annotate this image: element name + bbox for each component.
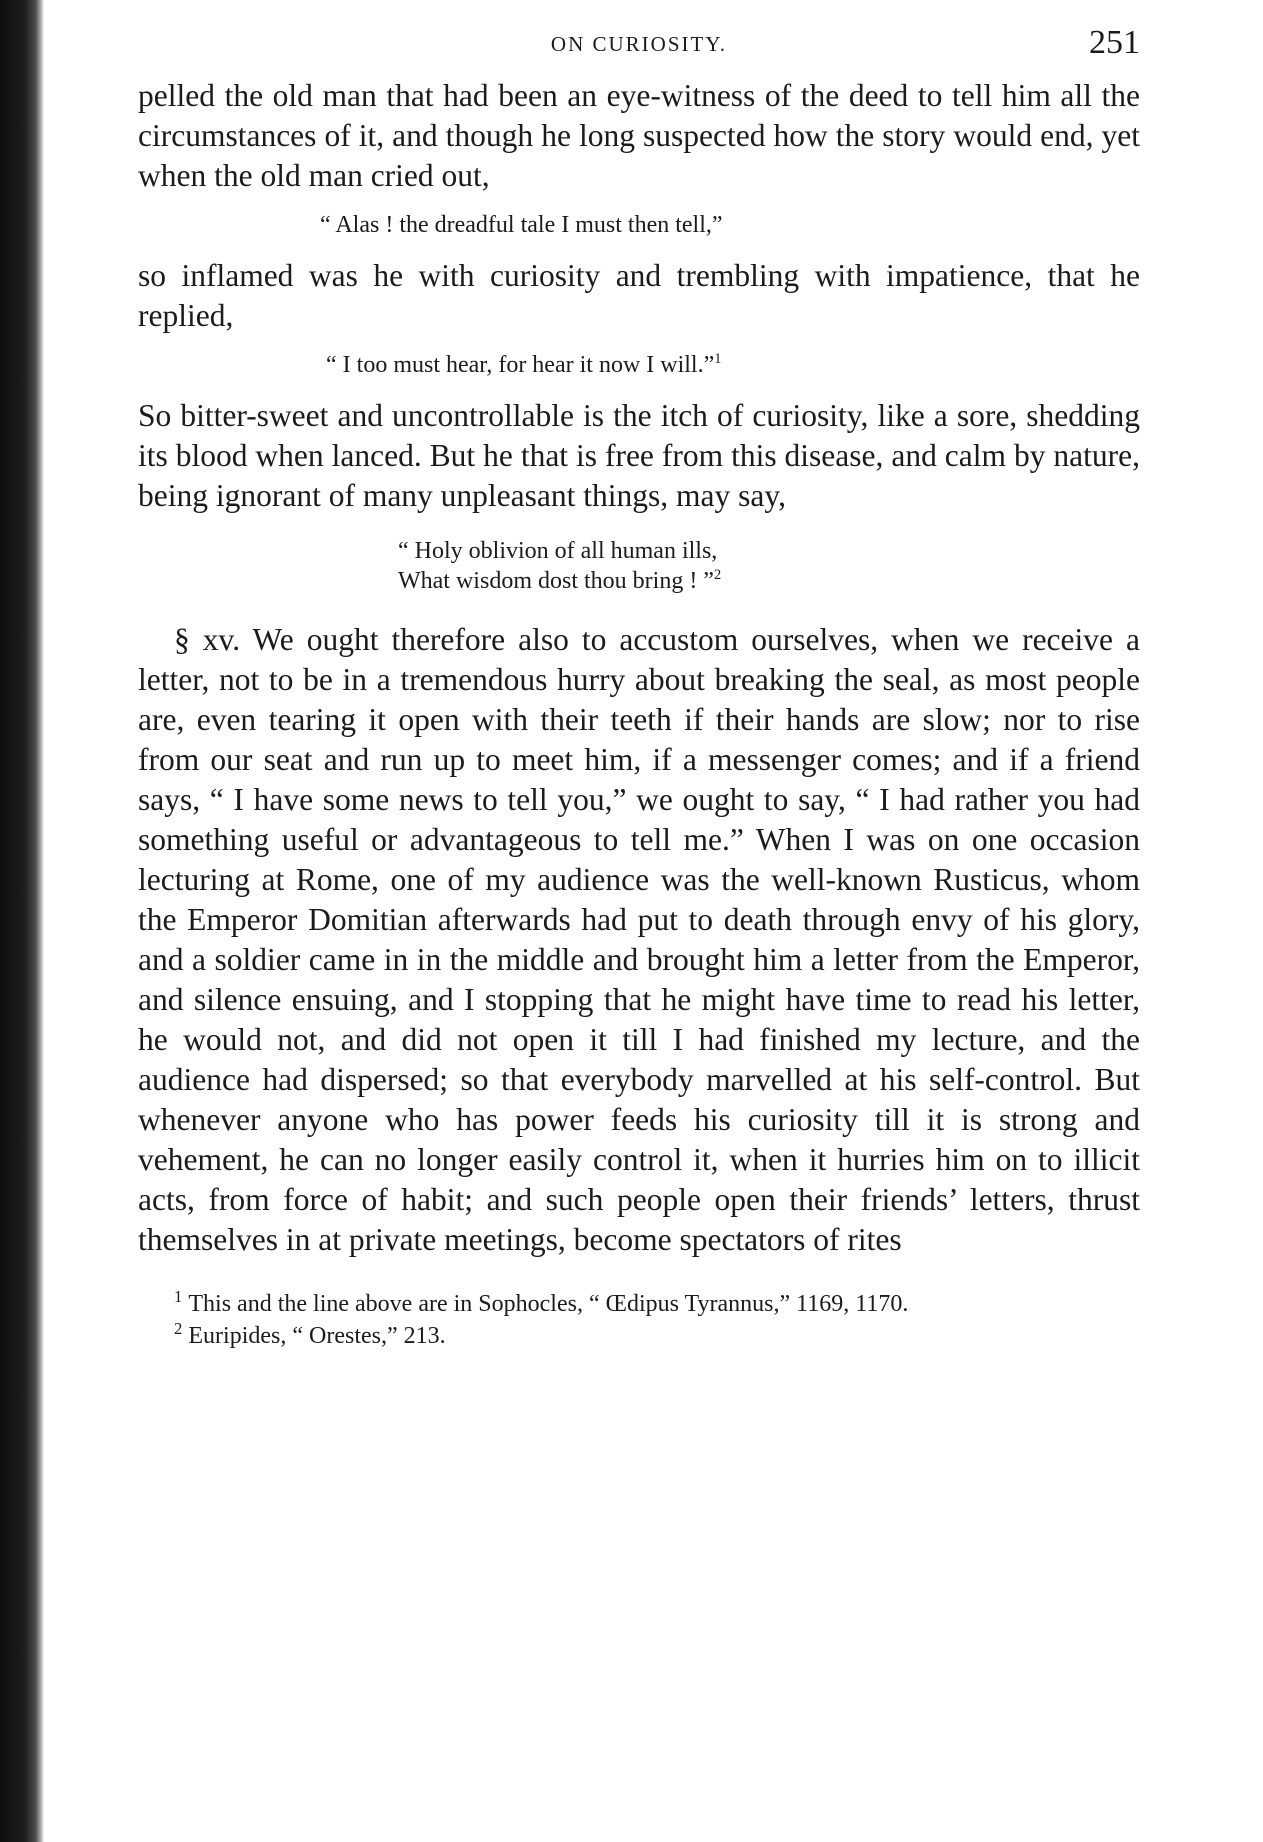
footnote (138, 1287, 1140, 1318)
footnote-number: 1 (174, 1287, 183, 1306)
body-text (138, 76, 1140, 1260)
footnote-ref: 1 (714, 351, 722, 367)
verse-quote-2 (138, 350, 1140, 380)
paragraph: So bitter-sweet and uncontrollable is the itch of curiosity, like a sore, shedding its blood when lanced. But he that is free from this disease, and calm by nature, being ignorant of many unpleasant things, may say, (138, 398, 1140, 513)
verse-line: “ Alas ! the dreadful tale I must then tell,” (320, 212, 723, 238)
section-paragraph: § xv. We ought therefore also to accustom ourselves, when we receive a letter, not to be in a tremendous hurry about breaking the seal, as most people are, even tearing it open with their teeth if their hands are slow; nor to rise from our seat and run up to meet him, if a messenger comes; and if a friend says, “ I have some news to tell you,” we ought to say, “ I had rather you had something useful or advantageous to tell me.” When I was on one occasion lecturing at Rome, one of my audience was the well-known Rusticus, whom the Emperor Domitian afterwards had put to death through envy of his glory, and a soldier came in in the middle and brought him a letter from the Emperor, and silence ensuing, and I stopping that he might have time to read his letter, he would not, and did not open it till I had finished my lecture, and the audience had dispersed; so that everybody marvelled at his self-control. But whenever anyone who has power feeds his curiosity till it is strong and vehement, he can no longer easily control it, when it hurries him on to illicit acts, from force of habit; and such people open their friends’ letters, thrust themselves in at private meetings, become spectators of rites (138, 622, 1140, 1257)
paragraph: so inflamed was he with curiosity and trembling with impatience, that he replied, (138, 258, 1140, 333)
verse-line: “ Holy oblivion of all human ills, (398, 538, 718, 564)
footnote-ref: 2 (713, 567, 722, 583)
verse-quote-1 (138, 210, 1140, 240)
footnote-text: Euripides, “ Orestes,” 213. (188, 1323, 446, 1349)
verse-line: “ I too must hear, for hear it now I will.” (326, 352, 715, 378)
page-number: 251 (1089, 24, 1140, 61)
book-page (138, 20, 1140, 1354)
scan-binding-edge (0, 0, 44, 1842)
running-head (138, 20, 1140, 76)
footnote-number: 2 (174, 1319, 183, 1338)
paragraph-continued: pelled the old man that had been an eye-witness of the deed to tell him all the circumstances of it, and though he long suspected how the story would end, yet when the old man cried out, (138, 78, 1140, 193)
footnotes (138, 1287, 1140, 1350)
running-title: ON CURIOSITY. (550, 32, 728, 56)
verse-line: What wisdom dost thou bring ! ” (398, 568, 714, 594)
footnote-text: This and the line above are in Sophocles, “ Œdipus Tyrannus,” 1169, 1170. (188, 1291, 909, 1317)
footnote (138, 1319, 1140, 1350)
verse-quote-3 (138, 536, 1140, 596)
